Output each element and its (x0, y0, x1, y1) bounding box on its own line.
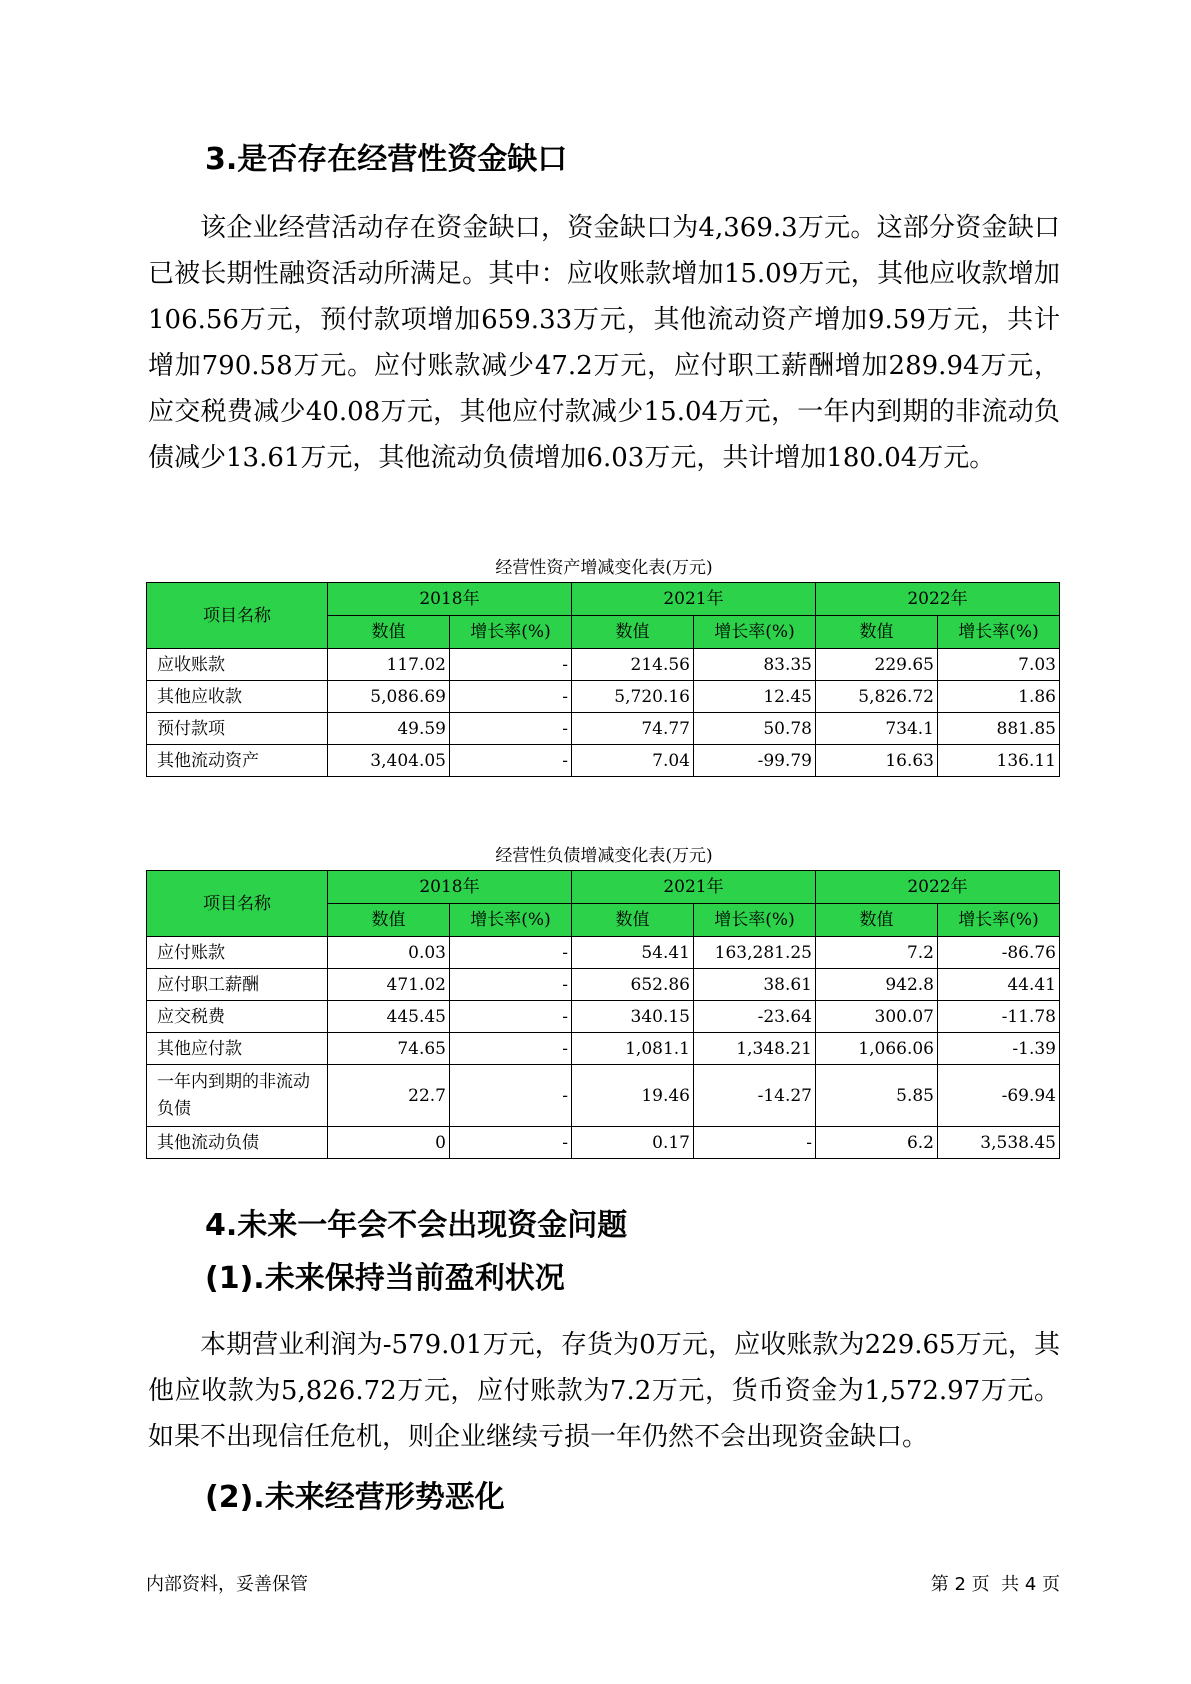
section3-paragraph: 该企业经营活动存在资金缺口，资金缺口为4,369.3万元。这部分资金缺口已被长期性融资活动所满足。其中：应收账款增加15.09万元，其他应收款增加106.56万元，预付款项增加659.33万元，其他流动资产增加9.59万元，共计增加790.58万元。应付账款减少47.2万元，应付职工薪酬增加289.94万元，应交税费减少40.08万元，其他应付款减少15.04万元，一年内到期的非流动负债减少13.61万元，其他流动负债增加6.03万元，共计增加180.04万元。 (148, 213, 1060, 473)
subsection2-heading: (2).未来经营形势恶化 (205, 1480, 505, 1515)
section4-heading: 4.未来一年会不会出现资金问题 (205, 1208, 628, 1243)
cell-growth-rate: -11.78 (938, 1001, 1060, 1033)
table-row (147, 1065, 1060, 1127)
cell-growth-rate: 163,281.25 (694, 937, 816, 969)
table-row (147, 937, 1060, 969)
cell-value: 300.07 (816, 1001, 938, 1033)
cell-growth-rate: 3,538.45 (938, 1127, 1060, 1159)
cell-value: 117.02 (328, 649, 450, 681)
cell-value: 74.77 (572, 713, 694, 745)
cell-value: 214.56 (572, 649, 694, 681)
cell-growth-rate: - (694, 1127, 816, 1159)
cell-value: 1,066.06 (816, 1033, 938, 1065)
header-year: 2018年 (328, 583, 572, 616)
table-row (147, 713, 1060, 745)
header-growth-rate: 增长率(%) (938, 904, 1060, 937)
cell-growth-rate: -1.39 (938, 1033, 1060, 1065)
cell-value: 340.15 (572, 1001, 694, 1033)
cell-value: 7.2 (816, 937, 938, 969)
cell-value: 5,720.16 (572, 681, 694, 713)
cell-growth-rate: 136.11 (938, 745, 1060, 777)
table-row (147, 969, 1060, 1001)
cell-value: 5,826.72 (816, 681, 938, 713)
cell-value: 5,086.69 (328, 681, 450, 713)
cell-value: 0.03 (328, 937, 450, 969)
cell-growth-rate: -86.76 (938, 937, 1060, 969)
header-item-name: 项目名称 (147, 871, 328, 937)
subsection1-heading: (1).未来保持当前盈利状况 (205, 1261, 565, 1296)
footer-left: 内部资料，妥善保管 (146, 1574, 308, 1595)
cell-value: 7.04 (572, 745, 694, 777)
header-value: 数值 (328, 616, 450, 649)
cell-growth-rate: 7.03 (938, 649, 1060, 681)
header-year: 2021年 (572, 871, 816, 904)
cell-value: 734.1 (816, 713, 938, 745)
cell-value: 16.63 (816, 745, 938, 777)
table-header-row (147, 871, 1060, 904)
row-name: 其他应付款 (147, 1033, 328, 1065)
table-row (147, 1001, 1060, 1033)
cell-value: 1,081.1 (572, 1033, 694, 1065)
cell-value: 19.46 (572, 1065, 694, 1127)
cell-value: 22.7 (328, 1065, 450, 1127)
cell-growth-rate: -23.64 (694, 1001, 816, 1033)
header-item-name: 项目名称 (147, 583, 328, 649)
table-row (147, 1033, 1060, 1065)
row-name: 应付账款 (147, 937, 328, 969)
header-year: 2021年 (572, 583, 816, 616)
cell-growth-rate: 881.85 (938, 713, 1060, 745)
cell-growth-rate: -69.94 (938, 1065, 1060, 1127)
cell-growth-rate: - (450, 713, 572, 745)
row-name: 其他流动负债 (147, 1127, 328, 1159)
cell-growth-rate: - (450, 1065, 572, 1127)
header-value: 数值 (572, 616, 694, 649)
cell-growth-rate: 50.78 (694, 713, 816, 745)
table-header-row (147, 583, 1060, 616)
row-name: 应付职工薪酬 (147, 969, 328, 1001)
header-value: 数值 (816, 616, 938, 649)
cell-value: 74.65 (328, 1033, 450, 1065)
row-name: 应收账款 (147, 649, 328, 681)
cell-growth-rate: 83.35 (694, 649, 816, 681)
cell-growth-rate: -99.79 (694, 745, 816, 777)
table-row (147, 1127, 1060, 1159)
cell-value: 5.85 (816, 1065, 938, 1127)
row-name: 应交税费 (147, 1001, 328, 1033)
header-year: 2018年 (328, 871, 572, 904)
cell-value: 652.86 (572, 969, 694, 1001)
table-row (147, 745, 1060, 777)
header-year: 2022年 (816, 583, 1060, 616)
cell-value: 3,404.05 (328, 745, 450, 777)
asset-table-caption: 经营性资产增减变化表(万元) (495, 558, 713, 578)
footer-page-number: 第 2 页 共 4 页 (930, 1574, 1060, 1595)
cell-value: 445.45 (328, 1001, 450, 1033)
cell-growth-rate: -14.27 (694, 1065, 816, 1127)
header-value: 数值 (816, 904, 938, 937)
cell-value: 942.8 (816, 969, 938, 1001)
row-name: 预付款项 (147, 713, 328, 745)
table-row (147, 649, 1060, 681)
cell-growth-rate: - (450, 745, 572, 777)
cell-value: 49.59 (328, 713, 450, 745)
header-growth-rate: 增长率(%) (450, 616, 572, 649)
cell-value: 229.65 (816, 649, 938, 681)
row-name: 其他流动资产 (147, 745, 328, 777)
cell-growth-rate: - (450, 969, 572, 1001)
header-growth-rate: 增长率(%) (694, 616, 816, 649)
cell-value: 0 (328, 1127, 450, 1159)
cell-growth-rate: 44.41 (938, 969, 1060, 1001)
cell-growth-rate: - (450, 1127, 572, 1159)
row-name: 一年内到期的非流动负债 (147, 1065, 328, 1127)
header-growth-rate: 增长率(%) (450, 904, 572, 937)
cell-growth-rate: - (450, 1001, 572, 1033)
header-growth-rate: 增长率(%) (694, 904, 816, 937)
cell-growth-rate: 1,348.21 (694, 1033, 816, 1065)
cell-growth-rate: 38.61 (694, 969, 816, 1001)
subsection1-paragraph: 本期营业利润为-579.01万元，存货为0万元，应收账款为229.65万元，其他应收款为5,826.72万元，应付账款为7.2万元，货币资金为1,572.97万元。如果不出现信任危机，则企业继续亏损一年仍然不会出现资金缺口。 (148, 1330, 1060, 1452)
header-growth-rate: 增长率(%) (938, 616, 1060, 649)
table-row (147, 681, 1060, 713)
cell-growth-rate: - (450, 649, 572, 681)
cell-value: 6.2 (816, 1127, 938, 1159)
liability-table (146, 870, 1060, 1159)
section3-heading: 3.是否存在经营性资金缺口 (205, 142, 568, 177)
asset-table (146, 582, 1060, 777)
cell-growth-rate: - (450, 937, 572, 969)
row-name: 其他应收款 (147, 681, 328, 713)
cell-value: 471.02 (328, 969, 450, 1001)
cell-value: 54.41 (572, 937, 694, 969)
header-value: 数值 (328, 904, 450, 937)
cell-growth-rate: - (450, 681, 572, 713)
cell-growth-rate: 12.45 (694, 681, 816, 713)
header-year: 2022年 (816, 871, 1060, 904)
cell-growth-rate: - (450, 1033, 572, 1065)
cell-value: 0.17 (572, 1127, 694, 1159)
header-value: 数值 (572, 904, 694, 937)
cell-growth-rate: 1.86 (938, 681, 1060, 713)
liability-table-caption: 经营性负债增减变化表(万元) (495, 846, 713, 866)
